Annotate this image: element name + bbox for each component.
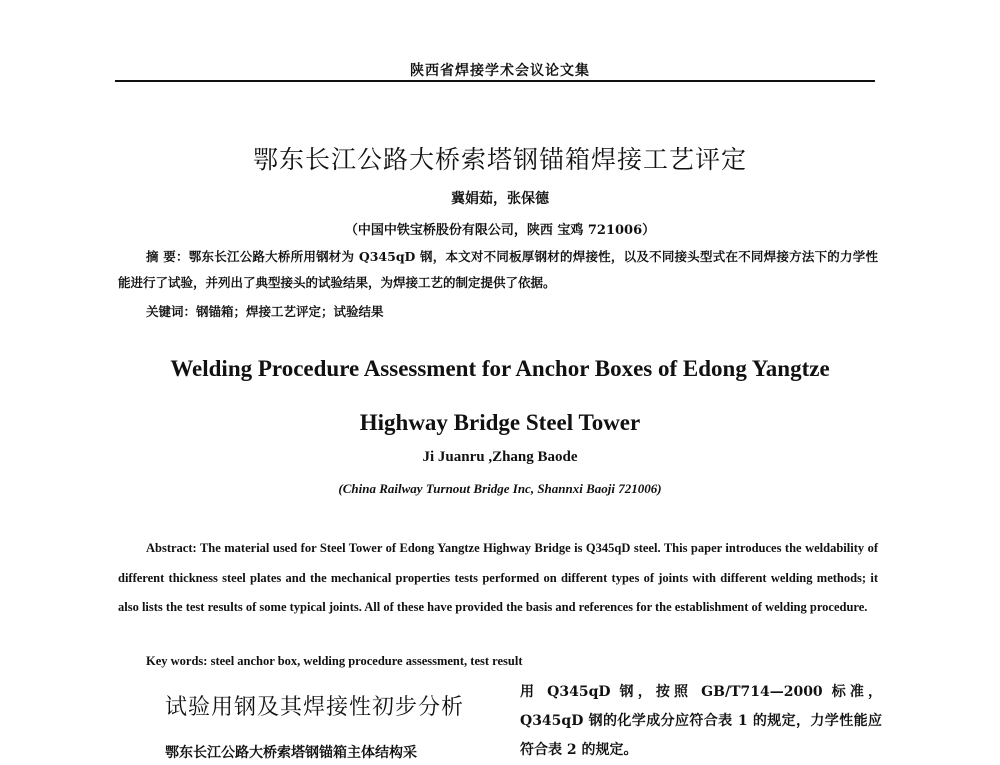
english-authors: Ji Juanru ,Zhang Baode bbox=[422, 449, 578, 465]
chinese-title: 鄂东长江公路大桥索塔钢锚箱焊接工艺评定 bbox=[252, 145, 747, 174]
chinese-keywords-text: 钢锚箱；焊接工艺评定；试验结果 bbox=[196, 304, 384, 319]
chinese-abstract-text: 鄂东长江公路大桥所用钢材为 Q345qD 钢，本文对不同板厚钢材的焊接性，以及不同接头型式在不同焊接方法下的力学性能进行了试验，并列出了典型接头的试验结果，为焊接工艺的制定提供了依据。 bbox=[118, 249, 878, 290]
english-keywords-text: steel anchor box, welding procedure assessment, test result bbox=[210, 654, 523, 668]
left-column-text: 鄂东长江公路大桥索塔钢锚箱主体结构采 bbox=[165, 745, 417, 761]
english-keywords bbox=[146, 654, 523, 669]
english-abstract-label: Abstract: bbox=[146, 541, 197, 555]
english-affiliation: (China Railway Turnout Bridge Inc, Shannxi Baoji 721006) bbox=[338, 481, 662, 496]
english-abstract bbox=[118, 534, 878, 623]
english-title bbox=[0, 342, 1000, 450]
chinese-affiliation: （中国中铁宝桥股份有限公司，陕西 宝鸡 721006） bbox=[344, 223, 656, 238]
chinese-abstract-label: 摘 要： bbox=[146, 249, 189, 264]
english-keywords-label: Key words: bbox=[146, 654, 208, 668]
english-abstract-text: The material used for Steel Tower of Edong Yangtze Highway Bridge is Q345qD steel. This paper introduces the weldability of different thickness steel plates and the mechanical properties tests performed on different types of joints with different welding methods; it also lists the test results of some typical joints. All of these have provided the basis and references for the establishment of welding procedure. bbox=[118, 541, 878, 614]
header-divider bbox=[115, 80, 875, 82]
chinese-authors: 冀娟茹，张保德 bbox=[451, 191, 549, 207]
chinese-abstract bbox=[118, 244, 878, 296]
chinese-keywords bbox=[146, 302, 384, 320]
chinese-keywords-label: 关键词： bbox=[146, 304, 197, 319]
right-column-text: 用 Q345qD 钢，按照 GB/T714—2000 标准，Q345qD 钢的化学成分应符合表 1 的规定，力学性能应符合表 2 的规定。 bbox=[520, 684, 882, 758]
section-heading: 试验用钢及其焊接性初步分析 bbox=[165, 695, 465, 720]
english-title-line-2: Highway Bridge Steel Tower bbox=[359, 410, 641, 435]
journal-header: 陕西省焊接学术会议论文集 bbox=[410, 63, 590, 79]
english-title-line-1: Welding Procedure Assessment for Anchor Boxes of Edong Yangtze bbox=[170, 356, 830, 381]
